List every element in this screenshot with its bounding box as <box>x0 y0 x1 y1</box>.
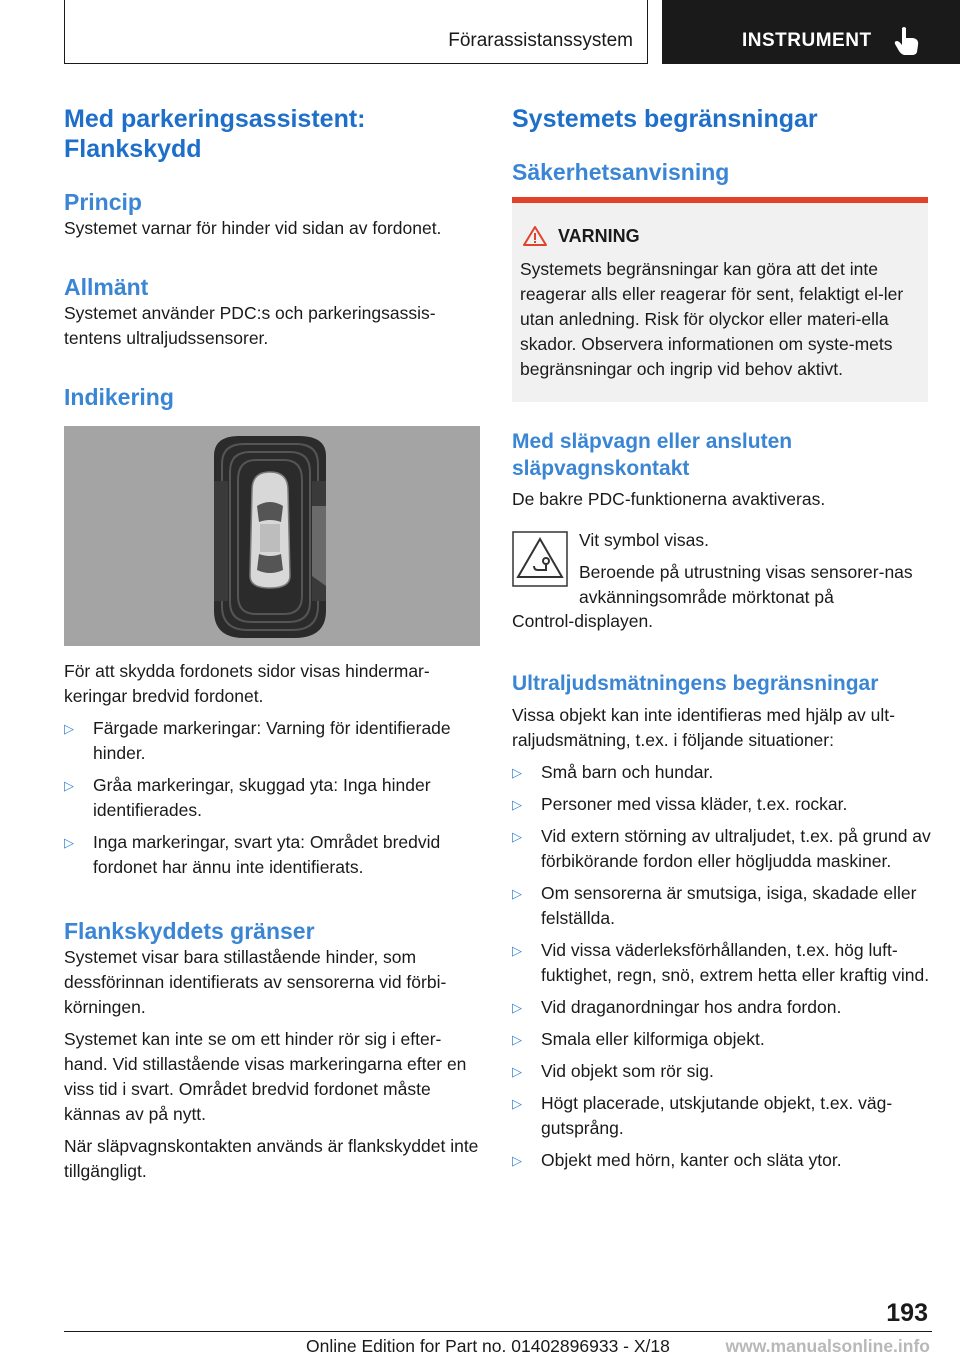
parking-assist-illustration <box>64 426 480 646</box>
trailer-text: De bakre PDC-funktionerna avaktiveras. <box>512 489 826 509</box>
indication-list <box>64 716 482 880</box>
footer-watermark: www.manualsonline.info <box>680 1336 930 1357</box>
ultrasound-text: Vissa objekt kan inte identifieras med hjälp av ult-raljudsmätning, t.ex. i följande situationer: <box>512 705 895 750</box>
list-item: ▷ Färgade markeringar: Varning för identifierade hinder. <box>64 718 451 763</box>
general-block <box>64 273 482 351</box>
limits-paragraph: När släpvagnskontakten används är flankskyddet inte tillgängligt. <box>64 1136 479 1181</box>
section-title-system-limits: Systemets begränsningar <box>512 105 818 133</box>
trailer-heading: Med släpvagn eller ansluten släpvagnskontakt <box>512 430 793 480</box>
list-item: ▷ Vid objekt som rör sig. <box>512 1059 932 1084</box>
footer-divider <box>64 1331 932 1332</box>
principle-block <box>64 188 482 241</box>
warning-box <box>512 197 928 402</box>
list-item: ▷ Gråa markeringar, skuggad yta: Inga hinder identifierades. <box>64 775 431 820</box>
ultrasound-list <box>512 760 932 1173</box>
indication-caption: För att skydda fordonets sidor visas hindermar-keringar bredvid fordonet. <box>64 661 430 706</box>
trailer-symbol-text-block <box>579 528 929 610</box>
trailer-symbol-text: Vit symbol visas. <box>579 530 709 550</box>
trailer-sensor-text-continued: Control-displayen. <box>512 611 654 631</box>
header-chapter-title: INSTRUMENT <box>742 30 872 51</box>
trailer-symbol-icon <box>512 531 568 587</box>
limits-paragraph: Systemet visar bara stillastående hinder, som dessförinnan identifierats av sensorerna vid förbi-körningen. <box>64 947 447 1017</box>
bullet-triangle-icon: ▷ <box>512 765 522 780</box>
bullet-triangle-icon: ▷ <box>512 1064 522 1079</box>
bullet-triangle-icon: ▷ <box>512 1096 522 1111</box>
bullet-triangle-icon: ▷ <box>512 1000 522 1015</box>
pointing-hand-icon <box>893 26 921 56</box>
page-number: 193 <box>886 1299 928 1327</box>
limits-block <box>64 917 482 1184</box>
right-title-block <box>512 104 930 134</box>
bullet-triangle-icon: ▷ <box>512 943 522 958</box>
parking-display-graphic <box>64 426 480 646</box>
warning-bar <box>512 197 928 203</box>
footer-edition: Online Edition for Part no. 01402896933 - X/18 <box>306 1336 670 1356</box>
section-title-flank-protection: Med parkeringsassistent: Flankskydd <box>64 105 366 163</box>
list-item: ▷ Högt placerade, utskjutande objekt, t.ex. väg-gutsprång. <box>512 1093 893 1138</box>
general-heading: Allmänt <box>64 274 149 300</box>
ultrasound-heading: Ultraljudsmätningens begränsningar <box>512 672 879 695</box>
ultrasound-block <box>512 670 932 1180</box>
safety-heading: Säkerhetsanvisning <box>512 159 730 185</box>
list-item: ▷ Vid extern störning av ultraljudet, t.ex. på grund av förbikörande fordon eller högljudda maskiner. <box>512 826 931 871</box>
indication-heading-block <box>64 383 482 411</box>
bullet-triangle-icon: ▷ <box>64 778 74 793</box>
bullet-triangle-icon: ▷ <box>512 797 522 812</box>
indication-heading: Indikering <box>64 384 174 410</box>
indication-content <box>64 659 482 887</box>
list-item: ▷ Smala eller kilformiga objekt. <box>512 1027 932 1052</box>
general-text: Systemet använder PDC:s och parkeringsassis-tentens ultraljudssensorer. <box>64 303 436 348</box>
list-item: ▷ Vid vissa väderleksförhållanden, t.ex. hög luft-fuktighet, regn, snö, extrem hetta eller kraftig vind. <box>512 940 930 985</box>
warning-text: Systemets begränsningar kan göra att det inte reagerar alls eller reagerar för sent, felaktigt el-ler utan anledning. Risk för olyckor eller materi-ella skador. Observera informationen om syste-mets begränsningar och ingrip vid behov aktivt. <box>520 259 904 379</box>
bullet-triangle-icon: ▷ <box>512 829 522 844</box>
limits-heading: Flankskyddets gränser <box>64 918 315 944</box>
list-item: ▷ Objekt med hörn, kanter och släta ytor. <box>512 1148 932 1173</box>
list-item: ▷ Små barn och hundar. <box>512 760 932 785</box>
header-section-title: Förarassistanssystem <box>448 30 633 51</box>
list-item: ▷ Vid draganordningar hos andra fordon. <box>512 995 932 1020</box>
bullet-triangle-icon: ▷ <box>64 835 74 850</box>
bullet-triangle-icon: ▷ <box>512 886 522 901</box>
principle-text: Systemet varnar för hinder vid sidan av fordonet. <box>64 218 442 238</box>
bullet-triangle-icon: ▷ <box>64 721 74 736</box>
list-item: ▷ Inga markeringar, svart yta: Området bredvid fordonet har ännu inte identifierats. <box>64 832 441 877</box>
warning-label: VARNING <box>558 226 640 246</box>
safety-heading-block <box>512 158 930 186</box>
list-item: ▷ Personer med vissa kläder, t.ex. rockar. <box>512 792 932 817</box>
principle-heading: Princip <box>64 189 142 215</box>
left-title-block <box>64 104 482 164</box>
trailer-block <box>512 428 930 512</box>
warning-triangle-icon <box>522 225 548 247</box>
trailer-sensor-text-continued-block <box>512 609 930 634</box>
bullet-triangle-icon: ▷ <box>512 1153 522 1168</box>
limits-paragraph: Systemet kan inte se om ett hinder rör sig i efter-hand. Vid stillastående visas markeringarna efter en viss tid i svart. Området bredvid fordonet måste kännas av på nytt. <box>64 1029 467 1124</box>
trailer-sensor-text: Beroende på utrustning visas sensorer-nas avkänningsområde mörktonat på <box>579 562 913 607</box>
list-item: ▷ Om sensorerna är smutsiga, isiga, skadade eller felställda. <box>512 883 917 928</box>
bullet-triangle-icon: ▷ <box>512 1032 522 1047</box>
header-section-box <box>64 0 648 64</box>
